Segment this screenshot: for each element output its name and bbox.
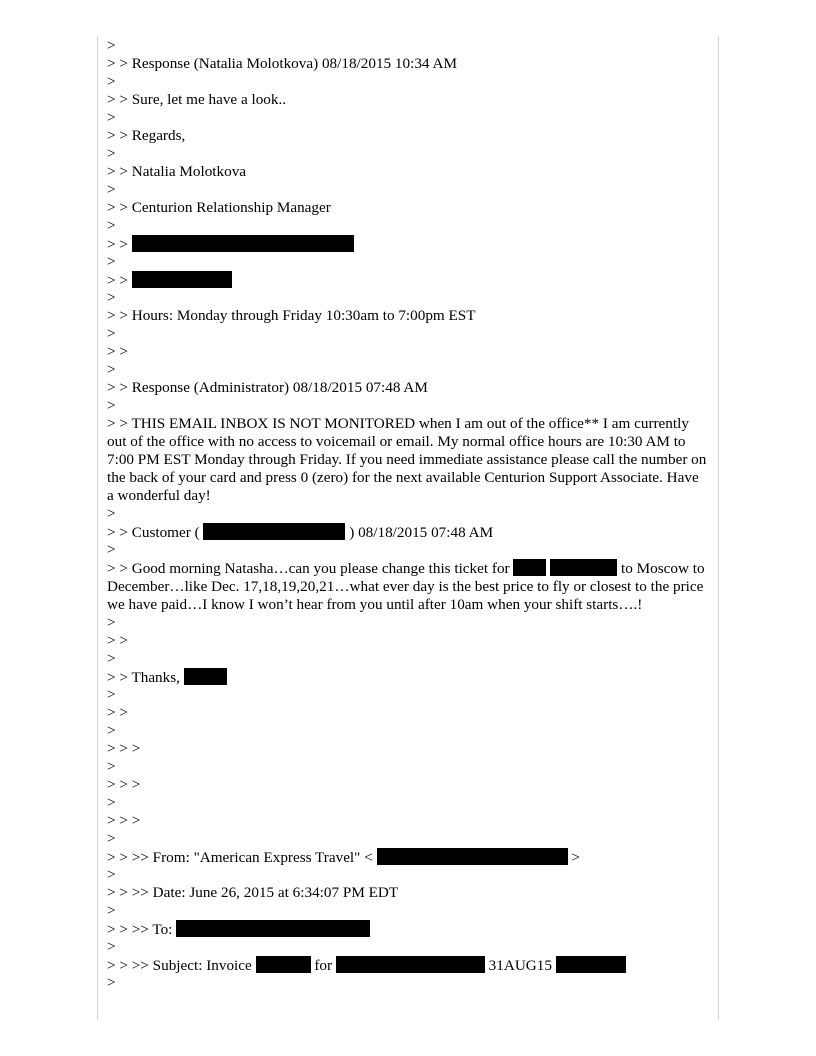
- from-suffix: >: [567, 849, 580, 866]
- redaction-box: [556, 956, 626, 973]
- signature-redacted-line: [107, 271, 707, 289]
- quote-line: >: [107, 758, 116, 775]
- subject-for: for: [310, 957, 336, 974]
- quote-line: >: [107, 37, 116, 54]
- quote-line: > >: [107, 343, 128, 360]
- forwarded-date-line: > > >> Date: June 26, 2015 at 6:34:07 PM EDT: [107, 884, 399, 901]
- quote-line: > > >: [107, 776, 141, 793]
- redaction-box: [184, 668, 227, 685]
- to-prefix: > > >> To:: [107, 921, 177, 938]
- redaction-box: [513, 559, 546, 576]
- redaction-box: [176, 920, 370, 937]
- quote-line: >: [107, 902, 116, 919]
- auto-reply-text: > > THIS EMAIL INBOX IS NOT MONITORED when I am out of the office** I am currently out of the office with no access to voicemail or email. My normal office hours are 10:30 AM to 7:00 PM EST Monday through Friday. If you need immediate assistance please call the number on the back of your card and press 0 (zero) for the next available Centurion Support Associate. Have a wonderful day!: [107, 415, 707, 504]
- quote-line: > > >: [107, 812, 141, 829]
- signature-hours: > > Hours: Monday through Friday 10:30am to 7:00pm EST: [107, 307, 476, 324]
- customer-request-text: [107, 559, 707, 614]
- forwarded-subject-line: [107, 956, 707, 974]
- signature-title: > > Centurion Relationship Manager: [107, 199, 331, 216]
- quote-line: >: [107, 73, 116, 90]
- quote-line: >: [107, 505, 116, 522]
- request-prefix: > > Good morning Natasha…can you please change this ticket for: [107, 560, 514, 577]
- redaction-box: [377, 848, 568, 865]
- customer-prefix: > > Customer (: [107, 524, 204, 541]
- customer-suffix: ) 08/18/2015 07:48 AM: [345, 524, 494, 541]
- quote-line: > >: [107, 632, 128, 649]
- redaction-box: [132, 235, 354, 252]
- signature-regards: > > Regards,: [107, 127, 186, 144]
- quote-line: >: [107, 397, 116, 414]
- quote-line: > >: [107, 704, 128, 721]
- subject-date: 31AUG15: [484, 957, 556, 974]
- redaction-box: [336, 956, 485, 973]
- signature-name: > > Natalia Molotkova: [107, 163, 247, 180]
- quote-line: >: [107, 794, 116, 811]
- email-body: [107, 37, 707, 992]
- response-header-natalia: > > Response (Natalia Molotkova) 08/18/2015 10:34 AM: [107, 55, 457, 72]
- quote-line: >: [107, 217, 116, 234]
- thanks-line: [107, 668, 707, 686]
- quote-line: >: [107, 686, 116, 703]
- forwarded-from-line: [107, 848, 707, 866]
- customer-header: [107, 523, 707, 541]
- response-text: > > Sure, let me have a look..: [107, 91, 287, 108]
- quote-line: >: [107, 541, 116, 558]
- thanks-text: > > Thanks,: [107, 669, 184, 686]
- quote-line: >: [107, 830, 116, 847]
- signature-redacted-line: [107, 235, 707, 253]
- quote-line: >: [107, 109, 116, 126]
- quote-line: >: [107, 866, 116, 883]
- request-suffix: to Moscow to December…like Dec. 17,18,19,20,21…what ever day is the best price to fly or closest to the price we have paid…I know I won’t hear from you until after 10am when your shift starts….!: [107, 560, 705, 613]
- quote-line: >: [107, 614, 116, 631]
- quote-line: >: [107, 145, 116, 162]
- quote-line: >: [107, 253, 116, 270]
- quote-line: >: [107, 181, 116, 198]
- quote-line: >: [107, 325, 116, 342]
- redaction-box: [203, 523, 345, 540]
- forwarded-to-line: [107, 920, 707, 938]
- quote-line: >: [107, 722, 116, 739]
- redaction-box: [132, 271, 232, 288]
- quote-line: >: [107, 361, 116, 378]
- response-header-administrator: > > Response (Administrator) 08/18/2015 07:48 AM: [107, 379, 428, 396]
- subject-prefix: > > >> Subject: Invoice: [107, 957, 256, 974]
- redaction-box: [550, 559, 617, 576]
- quote-line: >: [107, 289, 116, 306]
- quote-line: >: [107, 650, 116, 667]
- quote-prefix: > >: [107, 236, 132, 253]
- quote-line: >: [107, 974, 116, 991]
- quote-prefix: > >: [107, 272, 132, 289]
- quote-line: > > >: [107, 740, 141, 757]
- quote-line: >: [107, 938, 116, 955]
- redaction-box: [256, 956, 311, 973]
- from-prefix: > > >> From: "American Express Travel" <: [107, 849, 377, 866]
